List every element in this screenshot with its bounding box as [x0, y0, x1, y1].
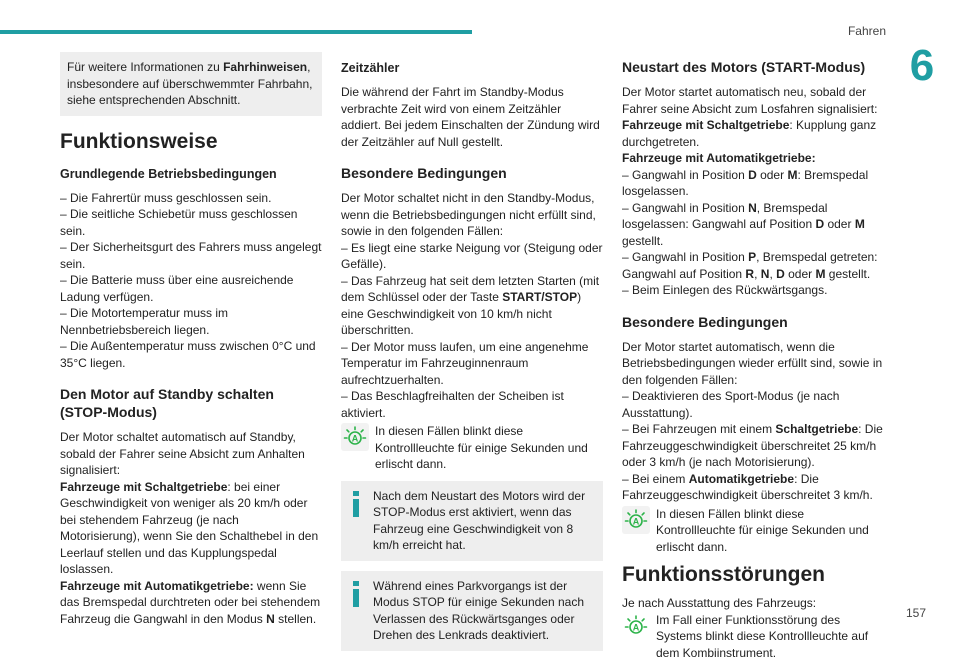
page-number: 157	[906, 606, 927, 620]
info-icon	[351, 491, 361, 517]
list-item: – Es liegt eine starke Neigung vor (Steigung oder Gefälle).	[341, 240, 603, 271]
column-2	[341, 52, 603, 661]
list-item: – Die Außentemperatur muss zwischen 0°C und 35°C liegen.	[60, 339, 316, 370]
standby-manual: Fahrzeuge mit Schaltgetriebe: bei einer Geschwindigkeit von weniger als 20 km/h oder bei stehendem Fahrzeug (je nach Motorisierung), wenn Sie den Schalthebel in den Leerlauf stellen und das Kupplungspedal loslassen.	[60, 479, 319, 576]
fault-lamp-row	[622, 612, 884, 662]
list-item: – Die Motortemperatur muss im Nennbetriebsbereich liegen.	[60, 306, 229, 337]
stop-start-indicator-icon	[622, 506, 650, 534]
svg-text:A: A	[632, 516, 640, 526]
list-item: – Gangwahl in Position N, Bremspedal losgelassen: Gangwahl auf Position D oder M gestellt.	[622, 200, 865, 248]
info-text: Nach dem Neustart des Motors wird der STOP-Modus erst aktiviert, wenn das Fahrzeug eine Geschwindigkeit von 8 km/h erreicht hat.	[373, 488, 586, 552]
stop-start-indicator-icon	[341, 423, 369, 451]
basic-conditions-heading: Grundlegende Betriebsbedingungen	[60, 166, 277, 181]
list-item: – Deaktivieren des Sport-Modus (je nach Ausstattung).	[622, 389, 840, 420]
list-item: – Beim Einlegen des Rückwärtsgangs.	[622, 283, 828, 297]
warning-lamp-row	[622, 506, 884, 556]
list-item: – Das Beschlagfreihalten der Scheiben ist aktiviert.	[341, 389, 564, 420]
info-text: Während eines Parkvorgangs ist der Modus STOP für einige Sekunden nach Verlassen des Rückwärtsganges oder Drehen des Lenkrads deaktiviert.	[373, 578, 585, 642]
restart-manual: Fahrzeuge mit Schaltgetriebe: Kupplung ganz durchgetreten.	[622, 118, 877, 149]
special-intro: Der Motor startet automatisch, wenn die Betriebsbedingungen wieder erfüllt sind, sowie in den folgenden Fällen:	[622, 339, 883, 387]
standby-heading: Den Motor auf Standby schalten (STOP-Modus)	[60, 386, 274, 420]
warning-lamp-text: In diesen Fällen blinkt diese Kontrollleuchte für einige Sekunden und erlischt dann.	[375, 424, 588, 471]
special-intro: Der Motor schaltet nicht in den Standby-Modus, wenn die Betriebsbedingungen nicht erfüllt sind, sowie in den folgenden Fällen:	[341, 191, 596, 238]
fault-text: Im Fall einer Funktionsstörung des Systems blinkt diese Kontrollleuchte auf dem Kombiinstrument.	[656, 612, 869, 660]
counter-text: Die während der Fahrt im Standby-Modus verbrachte Zeit wird von einem Zeitzähler addiert. Bei jedem Einschalten der Zündung wird der Zeitzähler auf Null gestellt.	[341, 85, 600, 149]
list-item: – Die seitliche Schiebetür muss geschlossen sein.	[60, 207, 298, 238]
list-item: – Die Fahrertür muss geschlossen sein.	[60, 190, 272, 205]
column-1	[60, 52, 322, 627]
warning-lamp-row	[341, 423, 603, 473]
section-title: Fahren	[847, 24, 886, 38]
fault-intro: Je nach Ausstattung des Fahrzeugs:	[622, 596, 817, 610]
counter-heading: Zeitzähler	[341, 61, 400, 75]
restart-heading: Neustart des Motors (START-Modus)	[622, 59, 866, 75]
parking-info-note	[341, 571, 603, 651]
note-bold-term: Fahrhinweisen	[223, 60, 308, 74]
restart-automatic-label: Fahrzeuge mit Automatikgetriebe:	[622, 151, 816, 165]
standby-intro: Der Motor schaltet automatisch auf Standby, sobald der Fahrer seine Absicht zum Anhalten signalisiert:	[60, 430, 305, 477]
list-item: – Die Batterie muss über eine ausreichende Ladung verfügen.	[60, 273, 294, 304]
list-item: – Der Sicherheitsgurt des Fahrers muss angelegt sein.	[60, 240, 322, 271]
column-3	[622, 52, 884, 667]
list-item: – Bei einem Automatikgetriebe: Die Fahrzeuggeschwindigkeit überschreitet 3 km/h.	[622, 471, 873, 502]
special-conditions-heading: Besondere Bedingungen	[341, 165, 507, 181]
restart-intro: Der Motor startet automatisch neu, sobald der Fahrer seine Absicht zum Losfahren signalisiert:	[622, 85, 878, 116]
section-heading-funktionsweise: Funktionsweise	[60, 129, 218, 153]
standby-automatic: Fahrzeuge mit Automatikgetriebe: wenn Sie das Bremspedal durchtreten oder bei stehendem Fahrzeug die Gangwahl in den Modus N stellen.	[60, 578, 321, 626]
list-item: – Das Fahrzeug hat seit dem letzten Starten (mit dem Schlüssel oder der Taste START/STOP) eine Geschwindigkeit von 10 km/h nicht überschritten.	[341, 273, 600, 337]
list-item: – Gangwahl in Position D oder M: Bremspedal losgelassen.	[622, 167, 869, 198]
svg-text:A: A	[351, 433, 359, 444]
chapter-number: 6	[909, 41, 935, 90]
info-icon	[351, 581, 361, 607]
special-conditions-heading: Besondere Bedingungen	[622, 313, 788, 330]
list-item: – Gangwahl in Position P, Bremspedal getreten: Gangwahl auf Position R, N, D oder M gestellt.	[622, 250, 878, 281]
note-text: Für weitere Informationen zu Fahrhinweisen, insbesondere auf überschwemmter Fahrbahn, siehe entsprechenden Abschnitt.	[67, 60, 313, 107]
svg-text:A: A	[632, 622, 640, 632]
list-item: – Der Motor muss laufen, um eine angenehme Temperatur im Fahrzeuginnenraum aufrechtzuerhalten.	[341, 339, 589, 387]
restart-info-note	[341, 481, 603, 561]
warning-lamp-text: In diesen Fällen blinkt diese Kontrollleuchte für einige Sekunden und erlischt dann.	[656, 506, 869, 554]
section-heading-funktionsstoerungen: Funktionsstörungen	[622, 563, 825, 586]
driving-advice-note	[60, 52, 322, 116]
stop-start-indicator-icon	[622, 612, 650, 640]
header-accent-bar	[0, 30, 472, 34]
list-item: – Bei Fahrzeugen mit einem Schaltgetriebe: Die Fahrzeuggeschwindigkeit überschreitet 25 km/h oder 3 km/h (je nach Motorisierung).	[622, 422, 883, 469]
